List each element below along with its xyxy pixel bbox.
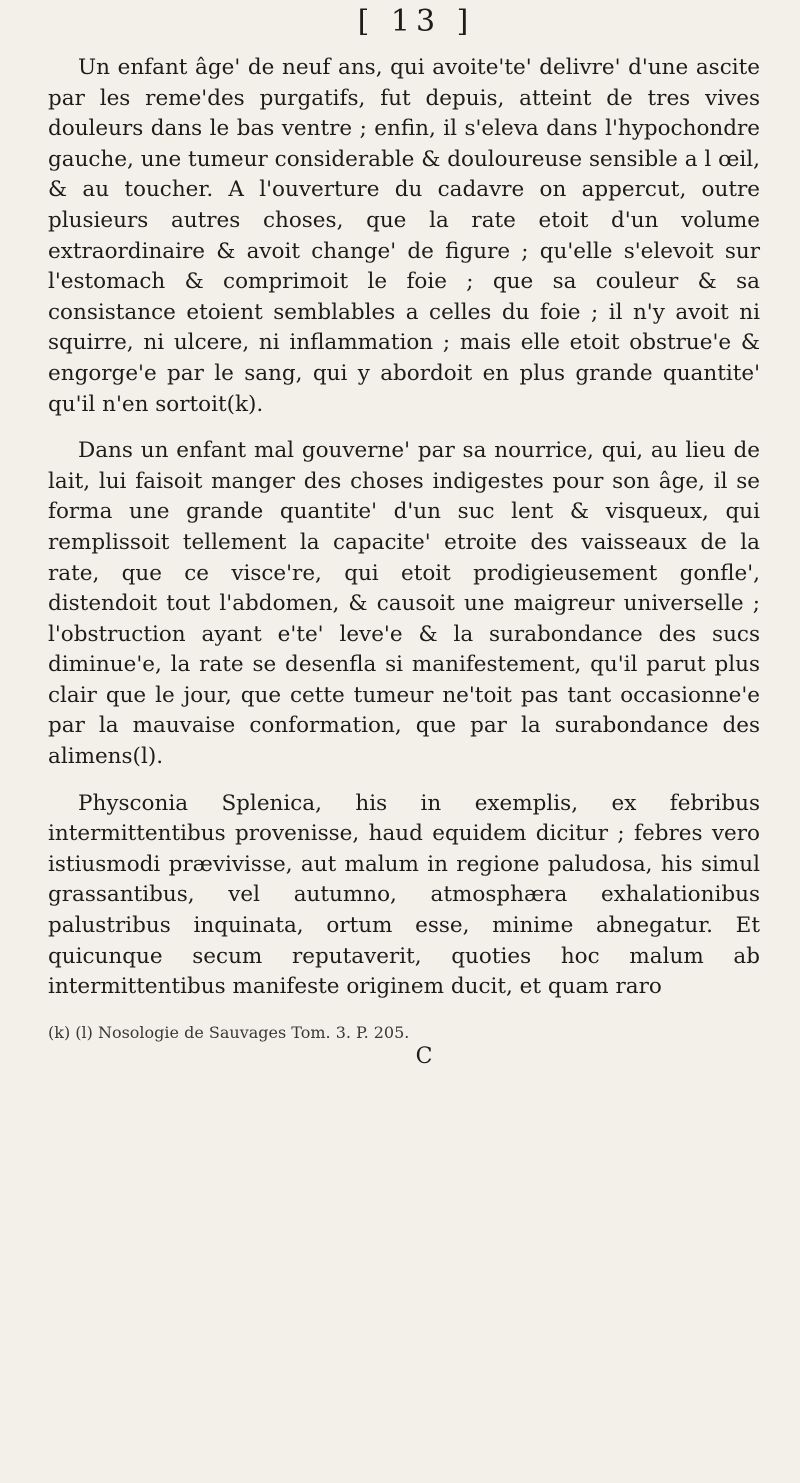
footnote: (k) (l) Nosologie de Sauvages Tom. 3. P. 205. bbox=[48, 1022, 410, 1042]
paragraph-enfant-nourrice: Dans un enfant mal gouverne' par sa nourrice, qui, au lieu de lait, lui faisoit manger des choses indigestes pour son âge, il se forma une grande quantite' d'un suc lent & visqueux, qui remplissoit tellement la capacite' etroite des vaisseaux de la rate, que ce visce're, qui etoit prodigieusement gonfle', distendoit tout l'abdomen, & causoit une maigreur universelle ; l'obstruction ayant e'te' leve'e & la surabondance des sucs diminue'e, la rate se desenfla si manifestement, qu'il parut plus clair que le jour, que cette tumeur ne'toit pas tant occasionne'e par la mauvaise conformation, que par la surabondance des alimens(l). bbox=[48, 438, 760, 770]
page-number: [ 13 ] bbox=[357, 4, 475, 39]
body-text bbox=[48, 53, 760, 1003]
signature-mark: C bbox=[415, 1043, 433, 1069]
paragraph-enfant-neuf-ans: Un enfant âge' de neuf ans, qui avoite'te' delivre' d'une ascite par les reme'des purgatifs, fut depuis, atteint de tres vives douleurs dans le bas ventre ; enfin, il s'eleva dans l'hypochondre gauche, une tumeur considerable & douloureuse sensible a l œil, & au toucher. A l'ouverture du cadavre on appercut, outre plusieurs autres choses, que la rate etoit d'un volume extraordinaire & avoit change' de figure ; qu'elle s'elevoit sur l'estomach & comprimoit le foie ; que sa couleur & sa consistance etoient semblables a celles du foie ; il n'y avoit ni squirre, ni ulcere, ni inflammation ; mais elle etoit obstrue'e & engorge'e par le sang, qui y abordoit en plus grande quantite' qu'il n'en sortoit(k). bbox=[48, 55, 760, 417]
paragraph-physconia-splenica: Physconia Splenica, his in exemplis, ex febribus intermittentibus provenisse, haud equidem dicitur ; febres vero istiusmodi prævivisse, aut malum in regione paludosa, his simul grassantibus, vel autumno, atmosphæra exhalationibus palustribus inquinata, ortum esse, minime abnegatur. Et quicunque secum reputaverit, quoties hoc malum ab intermittentibus manifeste originem ducit, et quam raro bbox=[48, 790, 760, 1000]
